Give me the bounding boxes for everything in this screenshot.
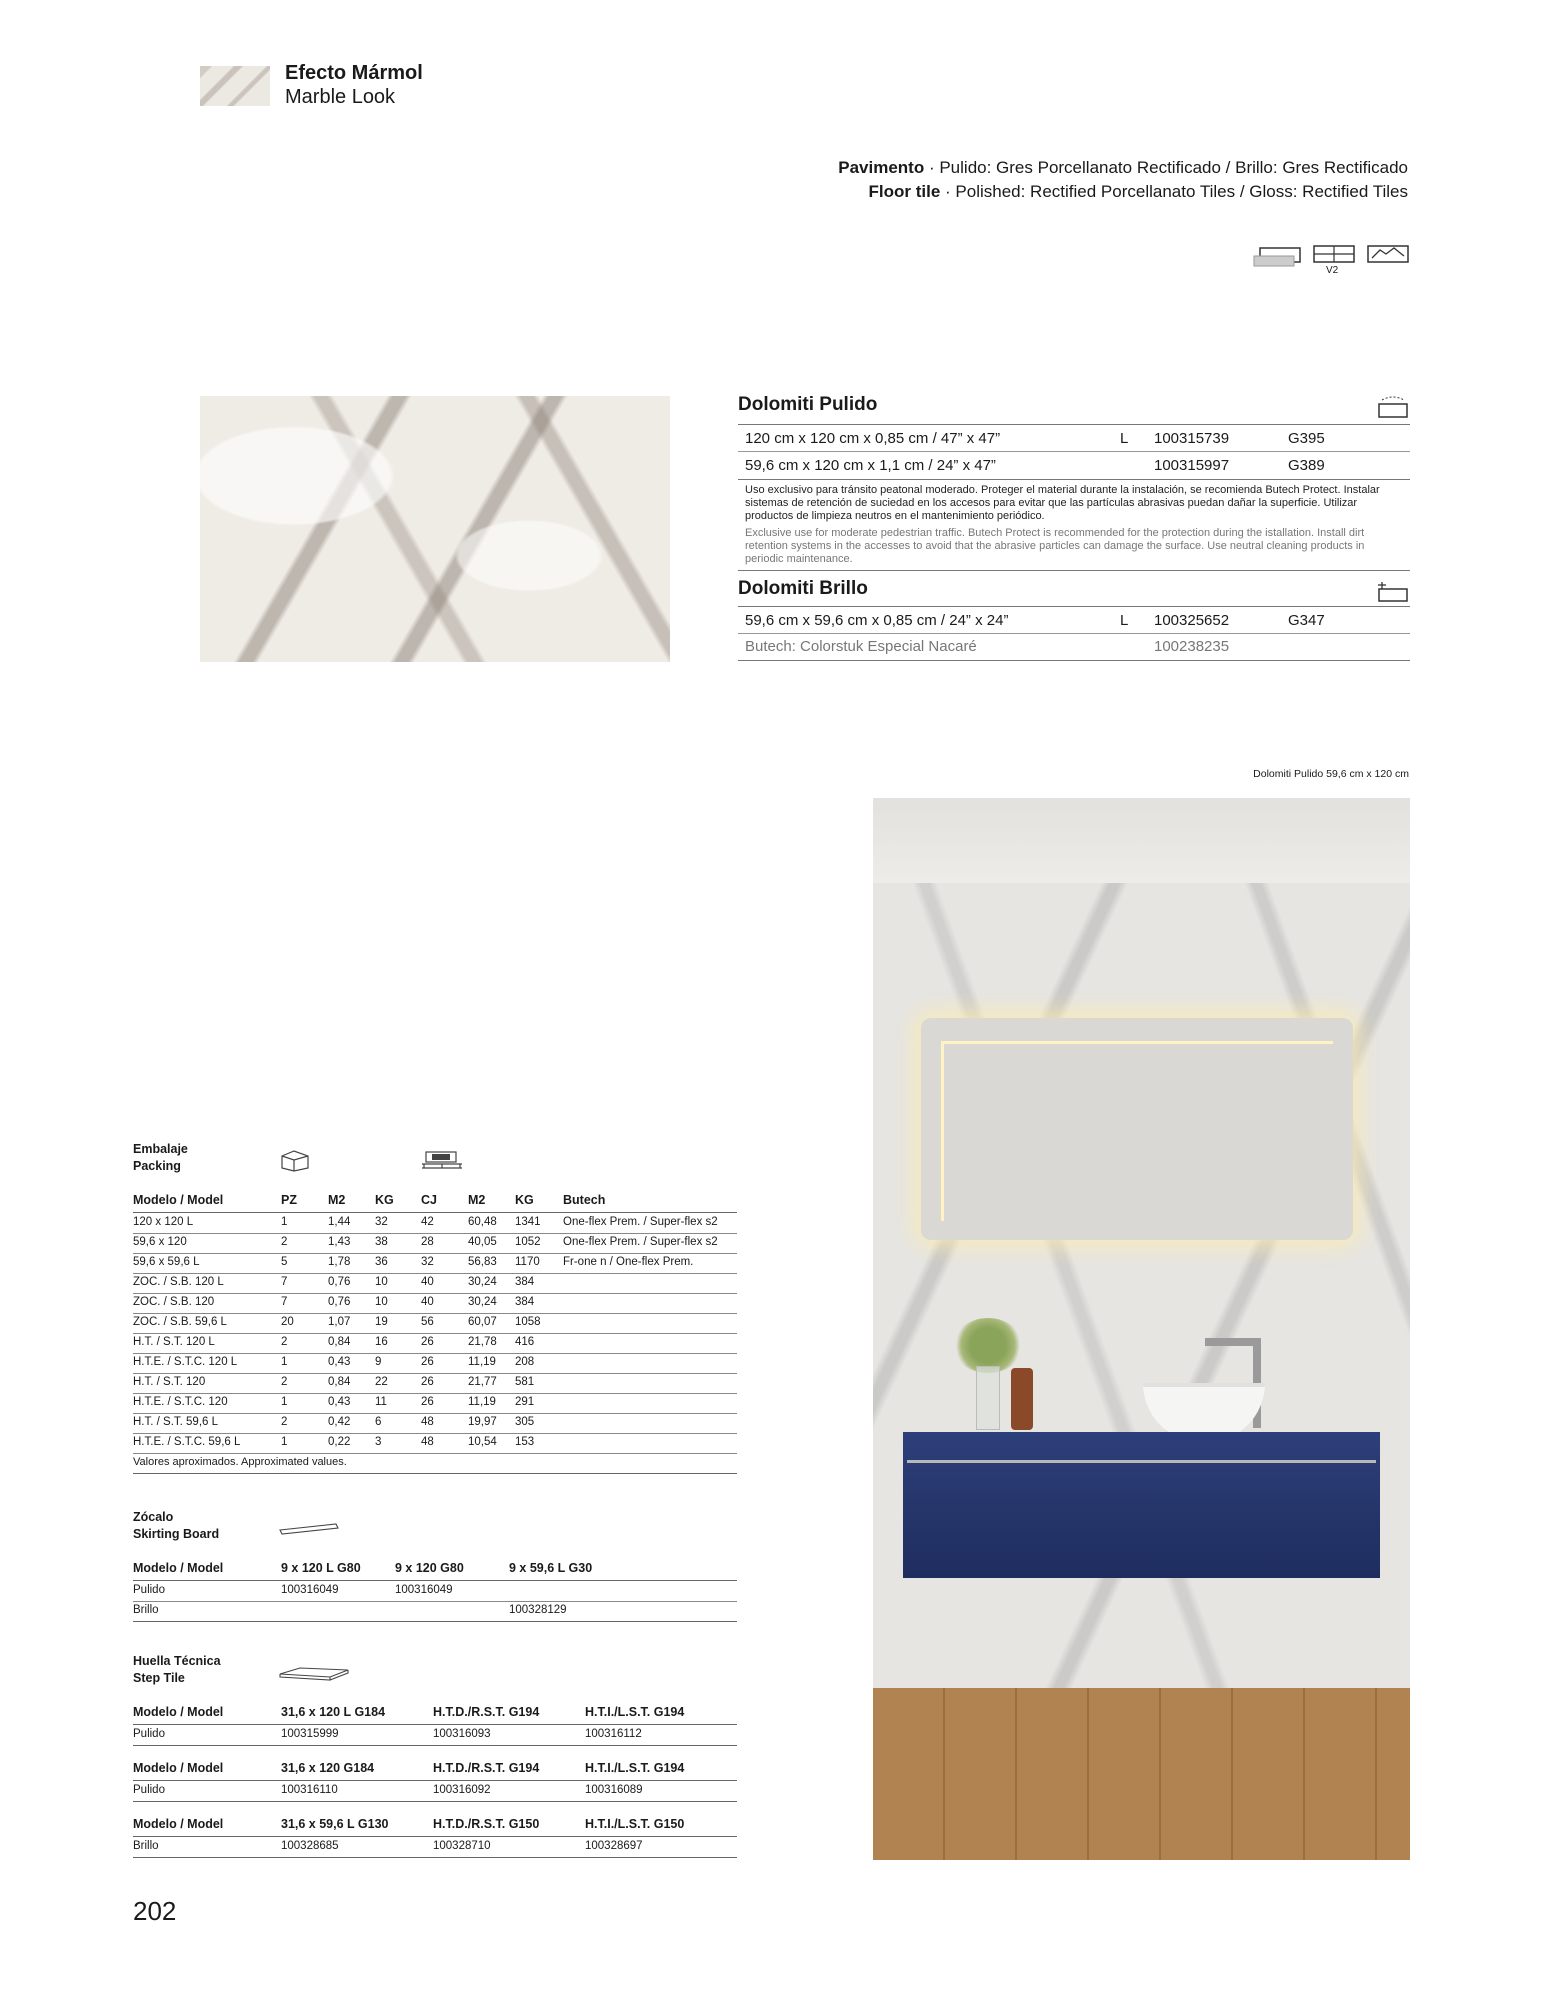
brillo-row-1-l: L	[1120, 612, 1129, 629]
table-row	[133, 1581, 737, 1602]
photo-soap-bottle	[1011, 1368, 1033, 1430]
table-row	[133, 1433, 737, 1454]
pulido-row-1-size: 120 cm x 120 cm x 0,85 cm / 47” x 47”	[745, 430, 1001, 447]
photo-ceiling	[873, 798, 1410, 883]
step-h-htd: H.T.D./R.S.T. G194	[433, 1761, 540, 1775]
photo-vanity-handle	[907, 1460, 1376, 1463]
packing-cell: 10	[375, 1296, 388, 1308]
packing-cell: 1	[281, 1356, 288, 1368]
packing-cell: 208	[515, 1356, 535, 1368]
packing-cell: ZOC. / S.B. 120 L	[133, 1276, 224, 1288]
marble-swatch-thumb	[200, 66, 270, 106]
pulido-row-1-code: 100315739	[1154, 430, 1230, 447]
packing-cell: H.T. / S.T. 120	[133, 1376, 206, 1388]
packing-cell: 1052	[515, 1236, 541, 1248]
table-row	[133, 1313, 737, 1334]
packing-cell: 36	[375, 1256, 388, 1268]
step-header-row-2	[133, 1758, 737, 1781]
table-row	[133, 1273, 737, 1294]
subtitle-line2-rest: · Polished: Rectified Porcellanato Tiles / Gloss: Rectified Tiles	[940, 182, 1408, 201]
packing-h-m2: M2	[328, 1193, 346, 1207]
step-cell: 100316112	[585, 1728, 642, 1740]
table-row	[133, 1213, 737, 1234]
v2-variation-icon	[1312, 244, 1356, 264]
packing-cell: One-flex Prem. / Super-flex s2	[563, 1236, 718, 1248]
photo-floor	[873, 1688, 1410, 1860]
packing-cell: 32	[375, 1216, 388, 1228]
packing-cell: H.T. / S.T. 120 L	[133, 1336, 215, 1348]
skirting-h-3: 9 x 59,6 L G30	[509, 1561, 593, 1575]
packing-cell: 1	[281, 1436, 288, 1448]
packing-cell: 59,6 x 120	[133, 1236, 187, 1248]
step-h-htd: H.T.D./R.S.T. G194	[433, 1705, 540, 1719]
packing-cell: 11	[375, 1396, 387, 1408]
step-cell: 100328697	[585, 1840, 643, 1852]
subtitle-line2	[869, 182, 1408, 202]
pulido-title: Dolomiti Pulido	[738, 394, 878, 415]
packing-cell: 1,44	[328, 1216, 351, 1228]
packing-h-cj: CJ	[421, 1193, 437, 1207]
packing-cell: 20	[281, 1316, 294, 1328]
brillo-row-1-g: G347	[1288, 612, 1325, 629]
packing-cell: 60,07	[468, 1316, 497, 1328]
skirting-cell: 100328129	[509, 1604, 567, 1616]
table-row	[133, 1601, 737, 1622]
packing-cell: 22	[375, 1376, 388, 1388]
pulido-row-2-g: G389	[1288, 457, 1325, 474]
packing-cell: 0,76	[328, 1276, 351, 1288]
packing-cell: 0,84	[328, 1376, 351, 1388]
photo-vanity	[903, 1432, 1380, 1578]
packing-h-butech: Butech	[563, 1193, 606, 1207]
packing-h-model: Modelo / Model	[133, 1193, 224, 1207]
table-row	[133, 1781, 737, 1802]
skirting-cell: 100316049	[395, 1584, 453, 1596]
packing-cell: 11,19	[468, 1396, 496, 1408]
step-cell: 100315999	[281, 1728, 339, 1740]
photo-mirror-light-top	[941, 1041, 1333, 1044]
packing-cell: 1341	[515, 1216, 541, 1228]
packing-h-pz: PZ	[281, 1193, 297, 1207]
packing-cell: 0,22	[328, 1436, 351, 1448]
table-row	[133, 1393, 737, 1414]
v2-label: V2	[1326, 265, 1339, 276]
pulido-note-es: Uso exclusivo para tránsito peatonal moderado. Proteger el material durante la instalación, se recomienda Butech Protect. Instalar sistemas de retención de suciedad en los accesos para evitar que las partículas abrasivas puedan dañar la superficie. Utilizar productos de limpieza neutros en el mantenimiento periódico.	[745, 484, 1380, 522]
photo-faucet-spout	[1205, 1338, 1261, 1346]
step-cell: 100328685	[281, 1840, 339, 1852]
packing-cell: 1,43	[328, 1236, 351, 1248]
packing-table	[133, 1190, 737, 1480]
packing-cell: 7	[281, 1296, 288, 1308]
step-h-hti: H.T.I./L.S.T. G150	[585, 1817, 685, 1831]
packing-cell: H.T.E. / S.T.C. 59,6 L	[133, 1436, 241, 1448]
step-title-en: Step Tile	[133, 1671, 185, 1685]
packing-cell: 1058	[515, 1316, 541, 1328]
packing-cell: 40	[421, 1296, 434, 1308]
step-cell: Pulido	[133, 1784, 165, 1796]
table-row	[133, 1333, 737, 1354]
packing-cell: 30,24	[468, 1276, 497, 1288]
packing-cell: 11,19	[468, 1356, 496, 1368]
packing-cell: One-flex Prem. / Super-flex s2	[563, 1216, 718, 1228]
packing-cell: 10	[375, 1276, 388, 1288]
floor-use-icon	[1366, 244, 1410, 266]
step-cell: 100316110	[281, 1784, 338, 1796]
step-h-size: 31,6 x 120 G184	[281, 1761, 375, 1775]
skirting-title-es: Zócalo	[133, 1510, 174, 1524]
packing-cell: 38	[375, 1236, 388, 1248]
page-number: 202	[133, 1896, 177, 1926]
packing-cell: 48	[421, 1436, 434, 1448]
packing-cell: 19	[375, 1316, 388, 1328]
subtitle-line1-bold: Pavimento	[838, 158, 925, 177]
skirting-cell: Pulido	[133, 1584, 165, 1596]
packing-cell: 153	[515, 1436, 535, 1448]
packing-cell: 0,84	[328, 1336, 351, 1348]
step-cell: Pulido	[133, 1728, 165, 1740]
brillo-butech-code: 100238235	[1154, 638, 1230, 655]
section-title-es: Efecto Mármol	[285, 62, 423, 84]
step-h-model: Modelo / Model	[133, 1761, 224, 1775]
packing-cell: 120 x 120 L	[133, 1216, 194, 1228]
packing-cell: 26	[421, 1356, 434, 1368]
photo-caption: Dolomiti Pulido 59,6 cm x 120 cm	[1253, 768, 1409, 780]
packing-cell: 384	[515, 1276, 535, 1288]
step-h-hti: H.T.I./L.S.T. G194	[585, 1705, 685, 1719]
step-cell: 100316092	[433, 1784, 491, 1796]
step-header-row-1	[133, 1702, 737, 1725]
photo-mirror-light-side	[941, 1041, 944, 1221]
table-row	[133, 1233, 737, 1254]
step-h-model: Modelo / Model	[133, 1705, 224, 1719]
step-header-row-3	[133, 1814, 737, 1837]
pallet-icon	[420, 1148, 464, 1172]
packing-cell: Fr-one n / One-flex Prem.	[563, 1256, 694, 1268]
skirting-h-2: 9 x 120 G80	[395, 1561, 464, 1575]
packing-cell: 21,78	[468, 1336, 497, 1348]
photo-plant	[953, 1318, 1023, 1373]
packing-cell: 416	[515, 1336, 535, 1348]
subtitle-line1	[838, 158, 1408, 178]
skirting-h-model: Modelo / Model	[133, 1561, 224, 1575]
packing-cell: 0,42	[328, 1416, 351, 1428]
skirting-table	[133, 1558, 737, 1624]
table-row	[133, 1353, 737, 1374]
packing-h-kgb: KG	[515, 1193, 534, 1207]
packing-cell: 59,6 x 59,6 L	[133, 1256, 200, 1268]
packing-footnote-row	[133, 1453, 737, 1474]
step-h-model: Modelo / Model	[133, 1817, 224, 1831]
brillo-butech-label: Butech: Colorstuk Especial Nacaré	[745, 638, 977, 655]
packing-cell: 1	[281, 1396, 288, 1408]
skirting-cell: 100316049	[281, 1584, 339, 1596]
packing-cell: 7	[281, 1276, 288, 1288]
step-cell: 100328710	[433, 1840, 491, 1852]
bathroom-photo	[873, 798, 1410, 1860]
packing-cell: 32	[421, 1256, 434, 1268]
box-icon	[278, 1148, 312, 1172]
packing-cell: 1170	[515, 1256, 540, 1268]
pulido-row-2-size: 59,6 cm x 120 cm x 1,1 cm / 24” x 47”	[745, 457, 996, 474]
packing-cell: 21,77	[468, 1376, 497, 1388]
pulido-row-1-g: G395	[1288, 430, 1325, 447]
table-row	[133, 1253, 737, 1274]
packing-cell: 0,76	[328, 1296, 351, 1308]
packing-h-kg: KG	[375, 1193, 394, 1207]
brillo-row-1-size: 59,6 cm x 59,6 cm x 0,85 cm / 24” x 24”	[745, 612, 1009, 629]
packing-cell: 1,07	[328, 1316, 351, 1328]
packing-cell: 26	[421, 1336, 434, 1348]
step-tile-icon	[278, 1664, 352, 1684]
packing-cell: ZOC. / S.B. 59,6 L	[133, 1316, 227, 1328]
packing-cell: 0,43	[328, 1356, 351, 1368]
packing-cell: 2	[281, 1376, 288, 1388]
packing-cell: 28	[421, 1236, 434, 1248]
step-cell: 100316093	[433, 1728, 491, 1740]
table-row	[133, 1725, 737, 1746]
step-h-size: 31,6 x 59,6 L G130	[281, 1817, 389, 1831]
skirting-board-icon	[278, 1520, 340, 1538]
table-row	[133, 1837, 737, 1858]
subtitle-line2-bold: Floor tile	[868, 182, 941, 201]
packing-cell: 1	[281, 1216, 288, 1228]
packing-cell: H.T. / S.T. 59,6 L	[133, 1416, 219, 1428]
pulido-row-2-code: 100315997	[1154, 457, 1230, 474]
table-row	[133, 1293, 737, 1314]
packing-h-m2b: M2	[468, 1193, 486, 1207]
packing-cell: 3	[375, 1436, 382, 1448]
step-h-hti: H.T.I./L.S.T. G194	[585, 1761, 685, 1775]
packing-cell: 30,24	[468, 1296, 497, 1308]
packing-cell: ZOC. / S.B. 120	[133, 1296, 215, 1308]
packing-cell: 26	[421, 1396, 434, 1408]
pulido-row-1-l: L	[1120, 430, 1129, 447]
skirting-header-row	[133, 1558, 737, 1581]
marble-swatch-large	[200, 396, 670, 662]
packing-cell: 56	[421, 1316, 434, 1328]
brillo-row-1-code: 100325652	[1154, 612, 1230, 629]
packing-cell: 305	[515, 1416, 535, 1428]
brillo-title: Dolomiti Brillo	[738, 578, 868, 599]
packing-cell: 26	[421, 1376, 434, 1388]
packing-cell: 1,78	[328, 1256, 351, 1268]
table-row	[133, 1373, 737, 1394]
packing-cell: H.T.E. / S.T.C. 120 L	[133, 1356, 238, 1368]
table-row	[133, 1413, 737, 1434]
packing-cell: 10,54	[468, 1436, 497, 1448]
photo-mirror	[921, 1018, 1353, 1240]
gloss-finish-icon	[1376, 578, 1410, 604]
packing-title-es: Embalaje	[133, 1142, 188, 1156]
packing-cell: 19,97	[468, 1416, 497, 1428]
step-cell: Brillo	[133, 1840, 159, 1852]
packing-cell: 9	[375, 1356, 382, 1368]
step-h-htd: H.T.D./R.S.T. G150	[433, 1817, 540, 1831]
pulido-note-en: Exclusive use for moderate pedestrian traffic. Butech Protect is recommended for the protection during the istallation. Install dirt retention systems in the accesses to avoid that the abrasive particles can damage the surface. Use neutral cleaning products in periodic maintenance.	[745, 527, 1365, 565]
packing-cell: 40,05	[468, 1236, 497, 1248]
packing-cell: 291	[515, 1396, 535, 1408]
packing-title-en: Packing	[133, 1159, 181, 1173]
section-title-en: Marble Look	[285, 86, 396, 108]
packing-header-row	[133, 1190, 737, 1213]
packing-cell: 2	[281, 1236, 288, 1248]
packing-cell: 60,48	[468, 1216, 497, 1228]
packing-cell: 16	[375, 1336, 388, 1348]
step-cell: 100316089	[585, 1784, 643, 1796]
photo-vase	[976, 1366, 1000, 1430]
packing-cell: 2	[281, 1416, 288, 1428]
packing-cell: 2	[281, 1336, 288, 1348]
step-title-es: Huella Técnica	[133, 1654, 221, 1668]
packing-cell: 42	[421, 1216, 434, 1228]
polished-finish-icon	[1376, 394, 1410, 420]
packing-cell: 40	[421, 1276, 434, 1288]
subtitle-line1-rest: · Pulido: Gres Porcellanato Rectificado / Brillo: Gres Rectificado	[924, 158, 1408, 177]
step-table	[133, 1702, 737, 1866]
packing-cell: 56,83	[468, 1256, 497, 1268]
packing-cell: 5	[281, 1256, 288, 1268]
skirting-title-en: Skirting Board	[133, 1527, 220, 1541]
packing-cell: H.T.E. / S.T.C. 120	[133, 1396, 228, 1408]
packing-footnote: Valores aproximados. Approximated values.	[133, 1456, 347, 1468]
skirting-cell: Brillo	[133, 1604, 159, 1616]
tile-format-icon	[1252, 246, 1302, 268]
packing-cell: 48	[421, 1416, 434, 1428]
skirting-h-1: 9 x 120 L G80	[281, 1561, 361, 1575]
packing-cell: 581	[515, 1376, 535, 1388]
packing-cell: 0,43	[328, 1396, 351, 1408]
packing-cell: 6	[375, 1416, 382, 1428]
packing-cell: 384	[515, 1296, 535, 1308]
step-h-size: 31,6 x 120 L G184	[281, 1705, 386, 1719]
